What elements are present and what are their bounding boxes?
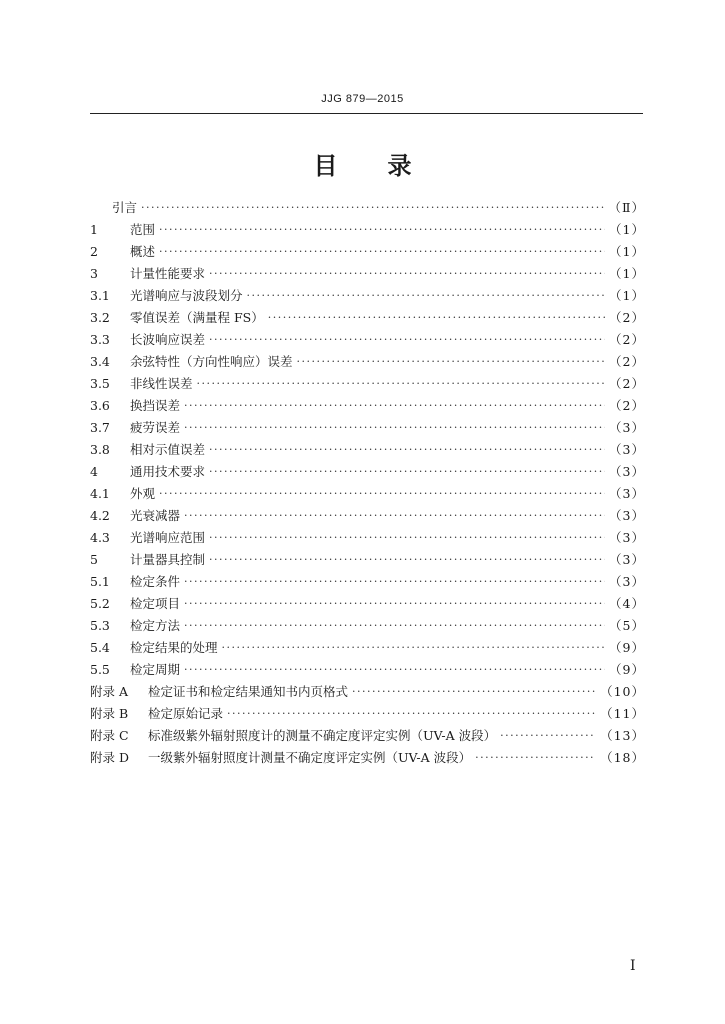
toc-entry-page: （2） [609,398,645,413]
toc-entry-number: 5.1 [90,574,110,589]
toc-leader-dots [159,219,605,241]
toc-entry-label: 非线性误差 [130,376,193,391]
toc-entry[interactable] [90,307,645,329]
toc-entry[interactable] [90,197,645,219]
toc-entry[interactable] [90,725,645,747]
toc-entry-label: 零值误差（满量程 FS） [130,310,264,325]
toc-leader-dots [184,659,605,681]
toc-entry[interactable] [90,747,645,769]
toc-entry-page: （1） [609,222,645,237]
toc-entry-page: （10） [600,684,645,699]
toc-entry-label: 引言 [112,200,138,215]
toc-entry-page: （18） [600,750,645,765]
toc-entry-page: （1） [609,244,645,259]
toc-entry-page: （3） [609,442,645,457]
toc-entry-label: 标准级紫外辐射照度计的测量不确定度评定实例（UV-A 波段） [148,728,497,743]
toc-leader-dots [268,307,605,329]
toc-entry-number: 4.2 [90,508,110,523]
header-rule [90,113,643,114]
toc-entry-page: （4） [609,596,645,611]
toc-leader-dots [184,615,605,637]
toc-entry[interactable] [90,527,645,549]
toc-entry-number: 3.8 [90,442,110,457]
toc-entry-page: （3） [609,508,645,523]
toc-leader-dots [184,571,605,593]
toc-entry-number: 5 [90,552,98,567]
toc-entry-label: 概述 [130,244,156,259]
toc-entry-number: 3.5 [90,376,110,391]
toc-entry-label: 检定证书和检定结果通知书内页格式 [148,684,349,699]
toc-entry-number: 3 [90,266,98,281]
toc-leader-dots [297,351,606,373]
toc-entry-label: 检定条件 [130,574,181,589]
toc-leader-dots [222,637,606,659]
toc-entry-number: 3.3 [90,332,110,347]
toc-entry-number: 2 [90,244,98,259]
toc-leader-dots [184,417,605,439]
toc-entry-page: （3） [609,552,645,567]
toc-entry[interactable] [90,329,645,351]
toc-entry[interactable] [90,417,645,439]
toc-entry-number: 附录 A [90,684,129,699]
toc-entry-label: 光谱响应与波段划分 [130,288,243,303]
toc-entry-label: 通用技术要求 [130,464,206,479]
toc-entry-label: 检定结果的处理 [130,640,218,655]
page-number: I [630,958,636,974]
title-part-2: 录 [387,152,412,180]
toc-entry-number: 附录 B [90,706,129,721]
toc-entry-page: （1） [609,288,645,303]
toc-entry-page: （3） [609,420,645,435]
toc-entry-number: 1 [90,222,98,237]
toc-entry-number: 4.1 [90,486,110,501]
toc-entry[interactable] [90,439,645,461]
toc-entry[interactable] [90,703,645,725]
toc-entry[interactable] [90,549,645,571]
toc-entry[interactable] [90,395,645,417]
toc-leader-dots [184,395,605,417]
toc-entry[interactable] [90,373,645,395]
toc-entry-number: 附录 D [90,750,129,765]
toc-leader-dots [209,439,605,461]
toc-entry-page: （1） [609,266,645,281]
standard-code: JJG 879—2015 [321,93,404,105]
toc-leader-dots [197,373,606,395]
toc-leader-dots [247,285,606,307]
toc-entry-number: 3.4 [90,354,110,369]
toc-entry-number: 4.3 [90,530,110,545]
toc-entry-page: （3） [609,486,645,501]
table-of-contents [90,197,645,769]
toc-entry[interactable] [90,219,645,241]
toc-entry-number: 附录 C [90,728,129,743]
toc-entry[interactable] [90,241,645,263]
toc-entry-page: （11） [600,706,645,721]
toc-entry[interactable] [90,615,645,637]
toc-leader-dots [159,241,605,263]
toc-entry-page: （5） [609,618,645,633]
toc-entry-label: 光衰减器 [130,508,181,523]
toc-entry[interactable] [90,285,645,307]
toc-entry-number: 5.3 [90,618,110,633]
toc-entry[interactable] [90,483,645,505]
toc-leader-dots [209,549,605,571]
toc-leader-dots [227,703,596,725]
toc-leader-dots [159,483,605,505]
toc-entry-page: （9） [609,640,645,655]
toc-entry-label: 光谱响应范围 [130,530,206,545]
toc-entry-label: 长波响应误差 [130,332,206,347]
title-part-1: 目 [313,152,338,180]
toc-entry-number: 3.2 [90,310,110,325]
toc-leader-dots [500,725,596,747]
toc-entry[interactable] [90,505,645,527]
toc-entry[interactable] [90,461,645,483]
toc-leader-dots [141,197,604,219]
toc-leader-dots [209,527,605,549]
toc-entry[interactable] [90,659,645,681]
toc-entry-page: （3） [609,574,645,589]
toc-entry-label: 疲劳误差 [130,420,181,435]
toc-entry[interactable] [90,593,645,615]
toc-entry-label: 换挡误差 [130,398,181,413]
toc-entry-number: 4 [90,464,98,479]
toc-leader-dots [209,329,605,351]
toc-leader-dots [352,681,596,703]
toc-entry[interactable] [90,263,645,285]
toc-entry-page: （2） [609,354,645,369]
toc-entry-number: 3.7 [90,420,110,435]
toc-entry[interactable] [90,681,645,703]
toc-entry-number: 5.2 [90,596,110,611]
page-title [0,146,725,181]
toc-leader-dots [209,263,605,285]
toc-entry[interactable] [90,351,645,373]
toc-entry-label: 计量性能要求 [130,266,206,281]
toc-entry-label: 余弦特性（方向性响应）误差 [130,354,293,369]
toc-entry-label: 计量器具控制 [130,552,206,567]
toc-entry-label: 检定方法 [130,618,181,633]
toc-entry-number: 5.4 [90,640,110,655]
toc-leader-dots [209,461,605,483]
toc-entry-page: （2） [609,376,645,391]
toc-entry-number: 3.1 [90,288,110,303]
toc-entry-label: 检定原始记录 [148,706,224,721]
toc-entry-number: 5.5 [90,662,110,677]
toc-leader-dots [184,505,605,527]
toc-entry-page: （3） [609,530,645,545]
toc-entry-label: 一级紫外辐射照度计测量不确定度评定实例（UV-A 波段） [148,750,472,765]
toc-entry[interactable] [90,571,645,593]
toc-entry-page: （2） [609,332,645,347]
toc-entry-page: （3） [609,464,645,479]
toc-entry-label: 外观 [130,486,156,501]
toc-entry-label: 检定项目 [130,596,181,611]
toc-entry-label: 相对示值误差 [130,442,206,457]
toc-leader-dots [184,593,605,615]
toc-leader-dots [475,747,596,769]
toc-entry-label: 检定周期 [130,662,181,677]
toc-entry-label: 范围 [130,222,156,237]
toc-entry-page: （13） [600,728,645,743]
toc-entry-number: 3.6 [90,398,110,413]
toc-entry-page: （Ⅱ） [608,200,645,215]
toc-entry-page: （9） [609,662,645,677]
toc-entry-page: （2） [609,310,645,325]
toc-entry[interactable] [90,637,645,659]
